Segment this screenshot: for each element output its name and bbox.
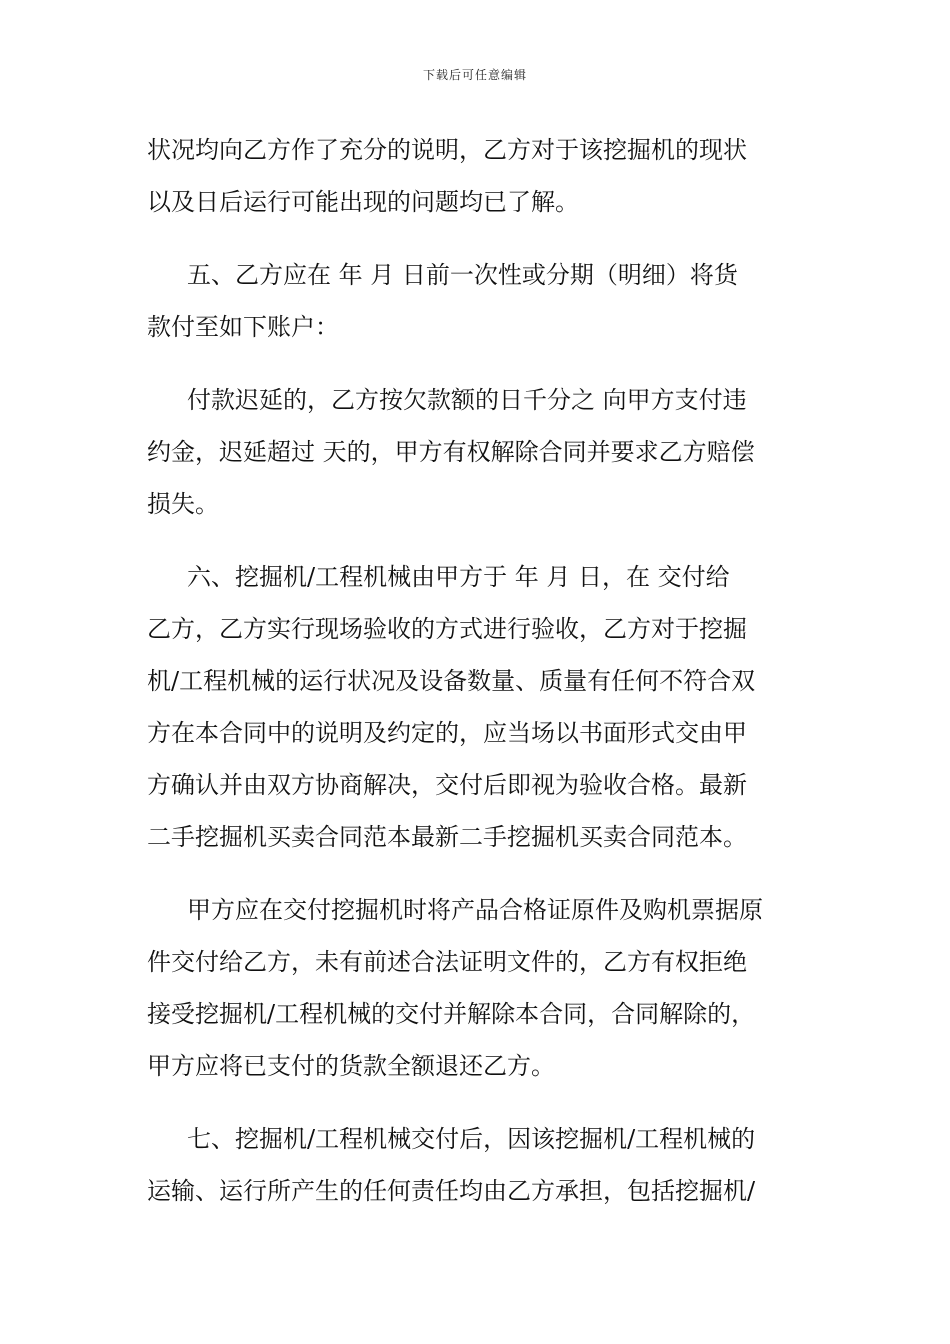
text-line: 接受挖掘机/工程机械的交付并解除本合同，合同解除的，	[147, 1000, 756, 1028]
text-line: 方确认并由双方协商解决，交付后即视为验收合格。最新	[147, 771, 747, 799]
document-body	[147, 124, 807, 1238]
text-line: 以及日后运行可能出现的问题均已了解。	[147, 188, 579, 216]
text-line: 二手挖掘机买卖合同范本最新二手挖掘机买卖合同范本。	[147, 823, 747, 851]
text-line: 件交付给乙方，未有前述合法证明文件的，乙方有权拒绝	[147, 948, 747, 976]
text-line: 方在本合同中的说明及约定的，应当场以书面形式交由甲	[147, 719, 747, 747]
text-line: 五、乙方应在 年 月 日前一次性或分期（明细）将货	[187, 261, 738, 289]
text-line: 甲方应将已支付的货款全额退还乙方。	[147, 1052, 555, 1080]
text-line: 甲方应在交付挖掘机时将产品合格证原件及购机票据原	[187, 896, 763, 924]
paragraph-clause-five	[147, 249, 807, 353]
text-line: 六、挖掘机/工程机械由甲方于 年 月 日，在 交付给	[187, 563, 730, 591]
paragraph-continuation	[147, 124, 807, 228]
text-line: 乙方，乙方实行现场验收的方式进行验收，乙方对于挖掘	[147, 615, 747, 643]
text-line: 款付至如下账户：	[147, 313, 339, 341]
text-line: 约金，迟延超过 天的，甲方有权解除合同并要求乙方赔偿	[147, 438, 755, 466]
paragraph-late-payment	[147, 374, 807, 530]
page-header: 下载后可任意编辑	[422, 68, 527, 82]
text-line: 状况均向乙方作了充分的说明，乙方对于该挖掘机的现状	[147, 136, 747, 164]
text-line: 七、挖掘机/工程机械交付后，因该挖掘机/工程机械的	[187, 1125, 756, 1153]
paragraph-certificates	[147, 884, 807, 1092]
text-line: 机/工程机械的运行状况及设备数量、质量有任何不符合双	[147, 667, 756, 695]
text-line: 付款迟延的，乙方按欠款额的日千分之 向甲方支付违	[187, 386, 747, 414]
text-line: 损失。	[147, 490, 219, 518]
paragraph-clause-six	[147, 551, 807, 863]
text-line: 运输、运行所产生的任何责任均由乙方承担，包括挖掘机/	[147, 1177, 756, 1205]
paragraph-clause-seven	[147, 1113, 807, 1217]
